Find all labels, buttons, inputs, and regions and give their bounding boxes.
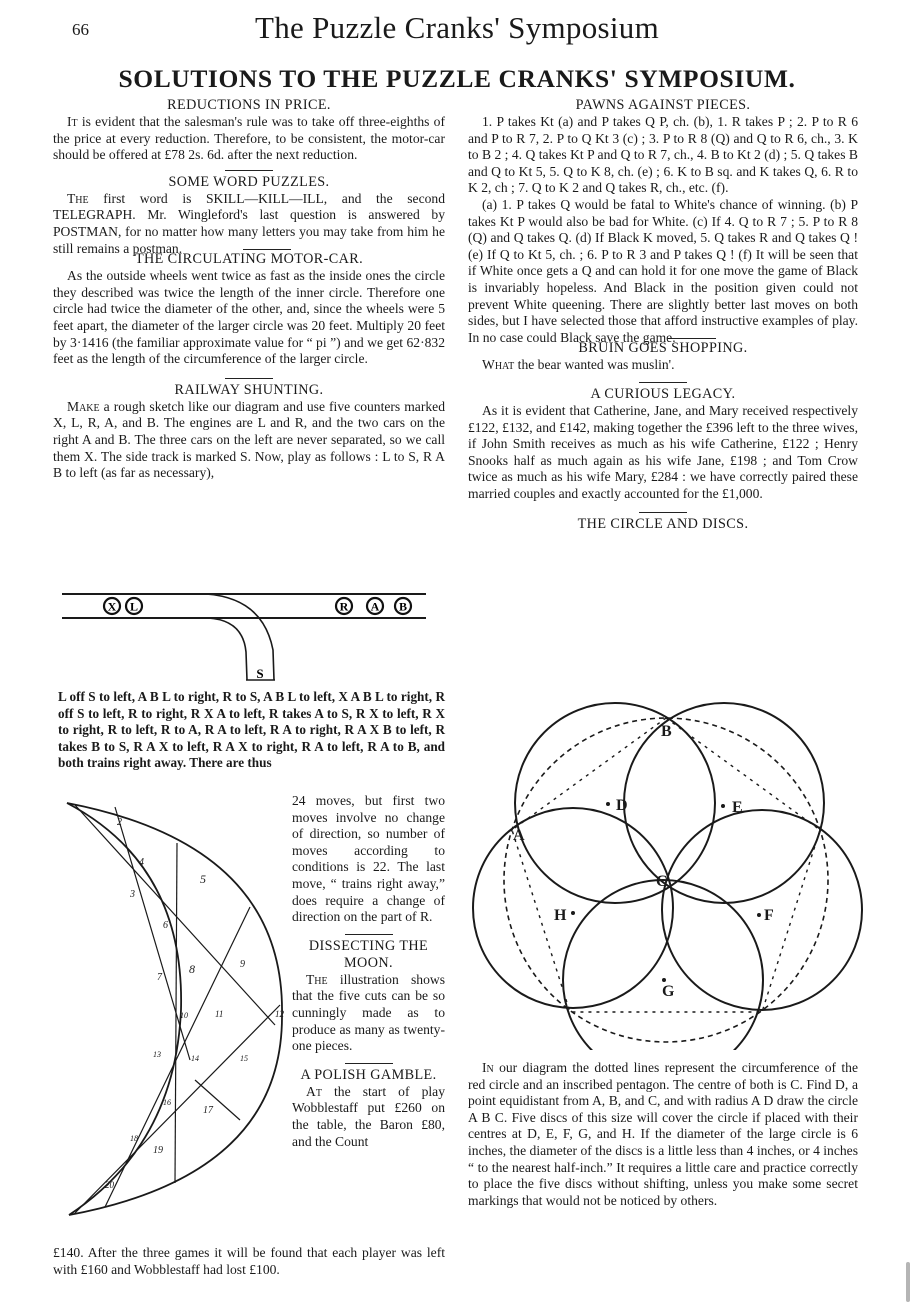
label-f: F	[764, 907, 774, 924]
disc-h	[473, 808, 673, 1008]
section-a-polish-gamble	[292, 1067, 445, 1150]
lead-word: In	[482, 1060, 494, 1075]
section-heading: A POLISH GAMBLE.	[300, 1066, 437, 1083]
piece-label: 12	[275, 1009, 284, 1019]
page-number: 66	[72, 20, 89, 39]
siding-inner-rail	[208, 618, 247, 680]
label-c: C	[656, 873, 668, 890]
chess-notes: (a) 1. P takes Q would be fatal to White's chance of winning. (b) P takes Kt P would also be bad for White. (c) If 4. Q to R 7 ; 5. P to R 8 (Q) and Q takes Q. (d) If Black K moved, 5. Q takes R and Q takes Q ! (e) If Q to Kt 5, ch. ; 6. P to R 3 and P takes Q ! (f) It will be seen that if White once gets a Q and can hold it for one move the game of Black is invariably hopeless. And Black in the position given could not prevent White queening. There are slightly better last moves on both sides, but I have selected those that afford instructive examples of play. In no case could Black save the game.	[468, 196, 858, 345]
section-heading: THE CIRCULATING MOTOR-CAR.	[134, 251, 364, 268]
section-heading: RAILWAY SHUNTING.	[174, 381, 324, 398]
section-heading: REDUCTIONS IN PRICE.	[167, 97, 331, 113]
piece-label: 11	[215, 1009, 224, 1019]
piece-label: 13	[153, 1050, 161, 1059]
section-divider	[345, 1063, 393, 1064]
label-d: D	[616, 797, 628, 814]
piece-label: 4	[139, 857, 144, 868]
piece-label: 15	[240, 1054, 248, 1063]
section-body	[53, 191, 445, 257]
label-b: B	[661, 723, 672, 740]
piece-label: 14	[191, 1054, 199, 1063]
piece-label: 19	[153, 1145, 163, 1156]
moon-inner-edge	[67, 803, 181, 1215]
section-heading: DISSECTING THE MOON.	[308, 937, 429, 971]
railway-continued	[58, 689, 445, 772]
section-heading: A CURIOUS LEGACY.	[590, 385, 736, 402]
body-text: first word is SKILL—KILL—ILL, and the second TELEGRAPH. Mr. Wingleford's last question is answered by POSTMAN, for no matter how many letters you may take from him he still remains a postman.	[53, 190, 445, 256]
centre-dots	[571, 802, 761, 982]
body-text: the start of play Wobblestaff put £260 on the table, the Baron £80, and the Count	[292, 1083, 445, 1149]
piece-label: 3	[130, 889, 135, 900]
counter-label: X	[107, 599, 117, 614]
body-text: the bear wanted was muslin'.	[514, 357, 675, 373]
section-divider	[345, 934, 393, 935]
circle-and-discs-diagram	[470, 670, 870, 1050]
label-g: G	[662, 983, 675, 1000]
label-a: A	[513, 827, 525, 844]
body-text: illustration shows that the five cuts can be so cunningly made as to produce as many as twenty-one pieces.	[292, 971, 445, 1054]
section-divider	[243, 249, 291, 250]
section-divider	[225, 378, 273, 379]
lead-word: Make	[67, 398, 100, 414]
counter-l[interactable]	[126, 598, 142, 614]
piece-label: 7	[157, 972, 162, 983]
section-body	[468, 357, 858, 374]
section-heading: BRUIN GOES SHOPPING.	[578, 340, 748, 357]
counter-label: L	[129, 599, 139, 614]
section-heading: SOME WORD PUZZLES.	[168, 173, 330, 190]
counter-label: B	[398, 599, 408, 614]
section-heading-circle-and-discs: THE CIRCLE AND DISCS.	[577, 516, 749, 533]
section-heading: PAWNS AGAINST PIECES.	[575, 97, 751, 113]
counter-label: A	[370, 599, 380, 614]
lead-word: It	[67, 114, 78, 129]
moon-cuts	[75, 805, 280, 1213]
section-dissecting-the-moon	[292, 938, 445, 1055]
section-divider	[639, 382, 687, 383]
polish-gamble-continued	[53, 1245, 445, 1278]
section-divider	[639, 512, 687, 513]
counter-label: R	[339, 599, 349, 614]
counter-x[interactable]	[104, 598, 120, 614]
counter-b[interactable]	[395, 598, 411, 614]
section-reductions-in-price	[53, 97, 445, 164]
section-body	[292, 1084, 445, 1150]
section-body: L off S to left, A B L to right, R to S, A B L to left, X A B L to right, R off S to left, R to right, R X A to left, R takes A to S, R X to left, R X to right, R to left, R to A, R A to left, R A to right, R A X B to left, R takes B to S, R A X to left, R A X to right, R A to left, R A to B, and both trains right away. There are thus	[58, 689, 445, 771]
piece-label: 20	[105, 1180, 114, 1190]
section-body: As it is evident that Catherine, Jane, and Mary received respectively £122, £132, and £142, making together the £396 left to the three wives, if John Smith receives as much as his wife Catherine, £122 ; Henry Snooks half as much again as his wife Jane, £198 ; and Tom Crow twice as much as his wife Mary, £284 : we have correctly paired these married couples and exactly accounted for the £1,000.	[468, 402, 858, 501]
section-body	[468, 1060, 858, 1209]
siding-label: S	[256, 666, 264, 681]
moon-piece-labels	[105, 817, 285, 1190]
section-pawns-against-pieces	[468, 97, 858, 346]
piece-label: 10	[180, 1011, 188, 1020]
right-column-top	[468, 97, 858, 533]
section-divider	[225, 170, 273, 171]
lead-word: At	[306, 1083, 322, 1099]
section-railway-shunting	[53, 382, 445, 482]
scrollbar-thumb[interactable]	[906, 1262, 910, 1302]
piece-label: 2	[117, 817, 122, 828]
section-body	[292, 972, 445, 1055]
section-body	[53, 399, 445, 482]
counter-r[interactable]	[336, 598, 352, 614]
body-text: a rough sketch like our diagram and use five counters marked X, L, R, A, and B. The engines are L and R, and the two cars on the right A and B. The three cars on the left are never separated, so we call them X. The side track is marked S. Now, play as follows : L to S, R A B to left (as far as necessary),	[53, 398, 445, 481]
dissecting-the-moon-diagram	[45, 795, 290, 1225]
section-body: £140. After the three games it will be found that each player was left with £160 and Wobblestaff had lost £100.	[53, 1245, 445, 1277]
piece-label: 6	[163, 920, 168, 931]
circle-and-discs-text	[468, 1060, 858, 1209]
body-text: is evident that the salesman's rule was to take off three-eighths of the price at every reduction. Therefore, to be consistent, the motor-car should be offered at £78 2s. 6d. after the next reduction.	[53, 114, 445, 163]
left-column-top	[53, 97, 445, 482]
body-text: our diagram the dotted lines represent the circumference of the red circle and an inscribed pentagon. The centre of both is C. Find D, a point equidistant from A, B, and C, and with radius A D draw the circle A B C. Five discs of this size will cover the circle if placed with their centres at D, E, F, G, and H. If the diameter of the large circle is 6 inches, the diameter of the discs is a little less than 4 inches, or 4 inches “ to the nearest half-inch.” It requires a little care and practice correctly to place the five discs without shifting, unless you make some secret markings that would not be noticed by others.	[468, 1060, 858, 1208]
lead-word: What	[482, 357, 515, 373]
railway-continued-narrow: 24 moves, but first two moves involve no change of direction, so number of moves according to conditions is 22. The last move, “ trains right away,” does require a change of direction on the part of R.	[292, 793, 445, 925]
page-title: SOLUTIONS TO THE PUZZLE CRANKS' SYMPOSIUM.	[118, 64, 796, 93]
disc-d	[515, 703, 715, 903]
lead-word: The	[306, 971, 328, 987]
piece-label: 17	[203, 1105, 213, 1116]
section-body: As the outside wheels went twice as fast as the inside ones the circle they described was twice the length of the inner circle. Therefore one circle had twice the diameter of the other, and, since the wheels were 5 feet apart, the diameter of the larger circle was 20 feet. Multiply 20 feet by 3·1416 (the familiar approximate value for “ pi ”) and we get 62·832 feet as the length of the circumference of the larger circle.	[53, 268, 445, 367]
section-circulating-motor-car	[53, 251, 445, 368]
counter-a[interactable]	[367, 598, 383, 614]
disc-e	[624, 703, 824, 903]
siding-outer-rail	[206, 594, 274, 680]
chess-moves: 1. P takes Kt (a) and P takes Q P, ch. (b), 1. R takes P ; 2. P to R 6 and P to R 7, 2. P to Q Kt 3 (c) ; 3. P to R 8 (Q) and Q to R 6, ch., 3. K to B 2 ; 4. Q takes Kt P and Q to R 7, ch., 4. B to Kt 2 (d) ; 5. Q takes B and Q to Kt 5, 5. Q to K 8, ch. (e) ; 6. K to B sq. and K takes Q, 6. R to K 2, ch ; 7. Q to K 2 and Q takes R, ch., etc. (f).	[468, 114, 858, 196]
section-a-curious-legacy	[468, 386, 858, 503]
left-narrow-column	[292, 793, 445, 1150]
piece-label: 5	[200, 872, 206, 886]
lead-word: The	[67, 190, 89, 206]
piece-label: 18	[130, 1134, 138, 1143]
label-h: H	[554, 907, 567, 924]
section-body	[53, 114, 445, 164]
piece-label: 16	[163, 1098, 171, 1107]
section-some-word-puzzles	[53, 174, 445, 257]
running-head: The Puzzle Cranks' Symposium	[254, 10, 660, 45]
railway-shunting-diagram	[58, 590, 428, 690]
piece-label: 9	[240, 959, 245, 970]
label-e: E	[732, 799, 743, 816]
inscribed-pentagon	[512, 718, 820, 1012]
piece-label: 8	[189, 962, 195, 976]
